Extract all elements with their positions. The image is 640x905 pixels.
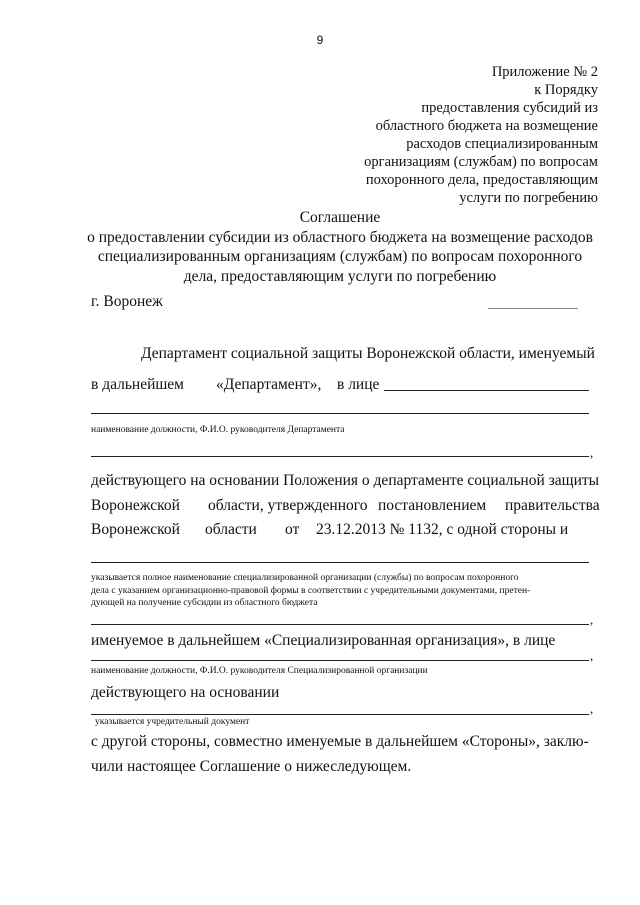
page-number: 9 — [316, 33, 324, 47]
date-blank-line — [488, 308, 578, 309]
org-name-line — [91, 562, 589, 563]
appendix-line: организациям (службам) по вопросам — [364, 154, 598, 170]
comma: , — [590, 701, 594, 716]
p2-l2-w1: Воронежской — [91, 497, 180, 514]
p2-l2-w4: правительства — [505, 497, 600, 514]
appendix-line: предоставления субсидий из — [421, 100, 598, 116]
p1-word-1: в дальнейшем — [91, 376, 184, 393]
comma: , — [590, 445, 594, 460]
head-blank-line-2 — [91, 413, 589, 414]
caption-doc: указывается учредительный документ — [95, 717, 250, 727]
head-blank-line — [384, 390, 589, 391]
title-line: о предоставлении субсидии из областного бюджета на возмещение расходов — [87, 228, 593, 246]
p4-line: действующего на основании — [91, 684, 280, 701]
head-name-line — [91, 456, 589, 457]
comma: , — [590, 648, 594, 663]
p1-line1: Департамент социальной защиты Воронежской области, именуемый — [141, 345, 595, 362]
p2-l3-w3: от — [285, 521, 300, 538]
p5-line2: чили настоящее Соглашение о нижеследующем. — [91, 758, 412, 775]
p2-l3-w4: 23.12.2013 № 1132, с одной стороны и — [316, 521, 569, 538]
p2-l3-w1: Воронежской — [91, 521, 180, 538]
appendix-line: услуги по погребению — [459, 190, 598, 206]
p2-line1: действующего на основании Положения о департаменте социальной защиты — [91, 472, 600, 489]
p1-word-2: «Департамент», — [216, 376, 322, 393]
org-head-line — [91, 660, 589, 661]
doc-line — [91, 714, 589, 715]
comma: , — [590, 612, 594, 627]
appendix-block — [364, 63, 598, 207]
p2-l2-w3: постановлением — [378, 497, 487, 514]
caption-org-line: указывается полное наименование специализированной организации (службы) по вопросам похоронного — [91, 573, 519, 583]
caption-org-line: дующей на получение субсидии из областного бюджета — [91, 598, 318, 608]
appendix-line: областного бюджета на возмещение — [375, 118, 598, 134]
caption-org — [91, 572, 530, 610]
city: г. Воронеж — [91, 293, 163, 310]
p1-word-3: в лице — [337, 376, 380, 393]
appendix-line: к Порядку — [534, 82, 598, 98]
appendix-line: расходов специализированным — [406, 136, 598, 152]
appendix-line: Приложение № 2 — [491, 64, 598, 80]
org-name-line-2 — [91, 624, 589, 625]
p2-l2-w2: области, утвержденного — [208, 497, 368, 514]
caption-org-line: дела с указанием организационно-правовой формы в соответствии с учредительными документами, претен- — [91, 585, 531, 596]
appendix-line: похоронного дела, предоставляющим — [365, 172, 598, 188]
title-line: дела, предоставляющим услуги по погребению — [183, 267, 497, 285]
p5-line1: с другой стороны, совместно именуемые в дальнейшем «Стороны», заклю- — [91, 733, 589, 750]
title-line: специализированным организациям (службам) по вопросам похоронного — [97, 248, 583, 265]
caption-head-org: наименование должности, Ф.И.О. руководителя Специализированной организации — [91, 666, 428, 676]
p2-l3-w2: области — [205, 521, 257, 538]
caption-head: наименование должности, Ф.И.О. руководителя Департамента — [91, 425, 345, 435]
p3-line: именуемое в дальнейшем «Специализированная организация», в лице — [91, 632, 556, 649]
title-line: Соглашение — [299, 209, 381, 226]
agreement-title — [0, 208, 640, 286]
